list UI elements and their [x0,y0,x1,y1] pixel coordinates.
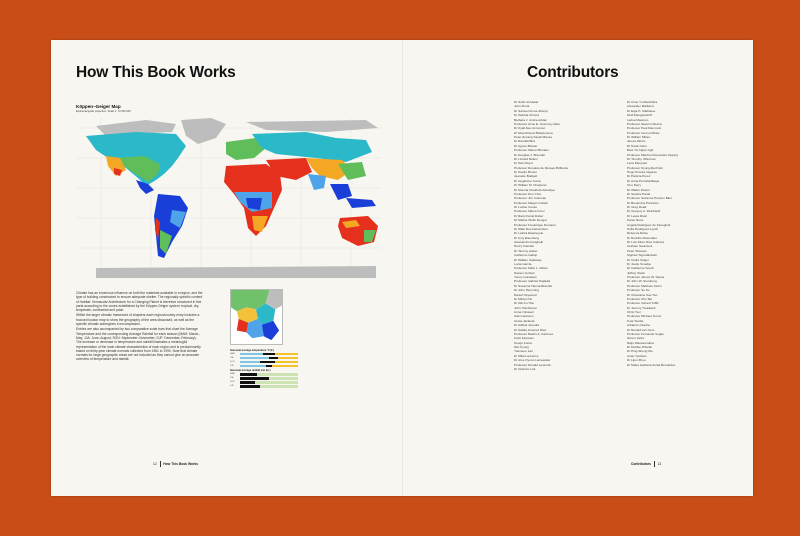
contributor-name: Dr Mounia Chekhab-Abudaya [514,187,555,192]
contributor-name: Dr Agnes Briteler [514,143,538,148]
season-label: JJA [230,377,234,380]
contributor-name: Jeanette Budgell [514,174,538,179]
contributor-name: Yenny Gunawan [514,275,537,279]
contributor-name: Dr Louise Cooke [514,205,538,209]
page-title: Contributors [527,64,619,81]
folio-divider [654,461,655,467]
contributor-name: Dr Adilina Jenedra [514,323,540,328]
contributor-name: Barbara J. Amira-Adrian [514,117,548,122]
contributor-name: Peter Shaman [627,248,647,253]
contributor-name: Adriana Ursache [627,323,651,328]
contributor-name: Professor Marcel Cruz [514,209,545,214]
contributor-name: Larisa Marenco [627,117,649,122]
temperature-bar [240,361,298,363]
contributor-name: Professor Gérard Toffin [627,301,659,306]
contributor-name: Hugo Pereira Gigante [627,170,657,174]
contributor-name: Professor Mark L. Gillem [514,266,549,271]
left-folio [153,461,198,467]
contributor-name: Dr Rodolfo Rotondaro [627,235,658,240]
seasonal-legend [230,349,326,388]
season-label: MAM [230,373,235,376]
contributor-name: James Morris [627,139,646,144]
temperature-legend-title: Seasonal average temperature °C (F) [230,349,274,352]
contributor-name: Professor Ronaldo de Moraes Brilhante [514,165,569,170]
contributor-name: Daniel Heywood [514,292,537,297]
contributor-name: Rebecca Rolse [627,231,648,236]
contributor-name: Dr Jeremy Treadwell [627,305,656,310]
contributor-name: Dr Joelle Smedja [627,261,651,266]
contributor-name: Dr Douglas J. Boender [514,152,546,157]
contributor-name: Dr Walter Peters [627,187,650,192]
contributor-name: Dr Tammy Gaber [514,248,538,253]
contributor-name: Professor Paul Memmott [627,126,662,131]
contributor-name: Dr Timothy Offerman [627,156,656,161]
contributor-name: Lucia Garcia [514,261,532,266]
contributor-name: Peter Zenang Kayah Banee [514,135,553,139]
contributor-name: Dr Deidre Brown [514,170,537,174]
contributor-name: Professor Anne E. Guerrezy Allen [514,121,561,126]
contributor-name: Sofia Rodriguez-Lynch [627,226,659,231]
contributor-name: Dr Chamaine Kau Teo [627,292,658,297]
contributor-name: Dr Maria Gabriela Zurita Bernardes [627,362,676,367]
contributor-name: Professor Gernot Minke [627,130,660,135]
contributor-name: Dr Debbie Whelan [627,345,653,349]
contributor-name: Professor Marcel Blondel [514,148,549,153]
contributor-name: Dr Karan Nero [627,143,647,148]
contributor-name: Dr William M. Chapman [514,183,547,188]
contributor-name: Dr Amy Eisenberg [514,235,539,240]
map-title: Köppen–Geiger Map [76,104,121,109]
contributor-name: Professor Marjan Colletti [514,200,548,205]
rainfall-bar [240,385,298,387]
contributor-name: Professor Bashir A. Kazimee [514,331,554,336]
contributor-name: Professor Saverio Mecca [627,121,662,126]
contributor-name: Dr Samuel Amos-Abanyi [514,108,548,113]
contributor-name: Dr Lijun Zhou [627,358,646,363]
rainfall-bar [240,377,298,379]
contributors-column-2 [627,100,678,367]
season-label: SON [230,361,235,364]
contributor-name: Professor Gábriel Hajdeka [514,279,551,284]
contributor-name: Dr Rami Faruk Daher [514,213,544,218]
contributor-name: Dr Gregory A. Reinhardt [627,209,661,214]
contributor-name: Dr William Mitten [627,135,651,139]
contributor-name: Dr Sultri Al-Aawar [514,100,539,104]
contributor-name: Angela Rodriguez de Fanegletti [627,222,671,227]
temperature-row [230,364,326,368]
contributor-name: Professor Matthew Storm [627,283,662,288]
contributor-name: John Hutchinson [514,305,538,310]
page-number: 12 [153,461,157,466]
contributor-name: Dr Ping-Sheng Wu [627,349,653,354]
page-title: How This Book Works [76,64,236,81]
page-number: 13 [657,461,662,466]
contributor-name: Dr John Hemming [514,288,539,293]
season-label: DJF [230,385,234,388]
contributor-name: Dr Miriam Ho [514,296,533,301]
contributor-name: Dr Randall Bird [514,139,535,144]
contributor-name: Professor Kyung-Rai Park [627,165,663,170]
contributor-name: Dr André Singer [627,257,650,262]
contributor-name: Dr Luis Silvio Rios Cabrera [627,240,665,244]
contributor-name: Dr Mark Dee Delucchesi [514,226,548,231]
contributor-name: Jeffrey Stack [627,270,645,275]
contributor-name: Dr Sandra Piesik [627,191,651,196]
contributor-name: Dr Arnie Yu Mamiftara [627,100,658,104]
season-label: DJF [230,365,234,368]
contributor-name: Alessandro Fanghelli [514,240,543,244]
contributor-name: Kengo Kuma [514,340,532,345]
contributor-name: Graham Saunders [627,244,653,249]
contributor-name: Wolf Mangelsdorff [627,113,652,118]
contributor-name: Dr Nam Boyd [514,161,533,166]
contributor-name: Professor Suzanne Preston Blier [627,196,672,201]
contributor-name: Professor Jim Coleman [514,196,547,201]
contributor-name: Professor Fernando Vegas [627,331,664,336]
contributor-name: Dr William Galloway [514,257,542,262]
contributor-name: Dr Marisa Wolfs Dengel [514,218,547,223]
contributor-name: Dr Min-Fu Hsu [514,301,535,306]
contributor-name: Professor James W. Steele [627,275,665,279]
contributor-name: Professor Manfred Alexander Opping [627,152,678,157]
contributor-name: Anan Yesilsan [627,353,647,358]
intro-paragraph: Entries are also accompanied by two comparative scale bars that chart the Average Temperature and the corresponding Average Rainfall for each season (MAM: March–May; JJA: June–August; SON: September–November; DJF: December–February). The increase or decrease in temperature and rainfall illustrates a meaningful representation of the main climate characteristics of each region and is predominantly based on thirty-year climate normals collected from 1961 to 1990. Note that climate normals for large geographic areas are not included as they cannot give an accurate overview of temperature and rainfall. [76,327,201,362]
contributor-name: Yasmeen Lari [514,349,533,354]
contributor-name: Dr Anna Permitsidikaya [627,178,660,183]
contributor-name: Professor Su Su [627,288,650,293]
contributor-name: Dr Graham Lott [514,366,536,371]
contributor-name: Wei Kyung [514,345,529,349]
book-spread [51,40,753,496]
contributor-name: Sigridur Sigurdardottir [627,253,658,258]
contributor-name: Catherine Gallop [514,253,538,258]
temperature-bar [240,353,298,355]
rainfall-bar [240,381,298,383]
locator-map-inset [230,289,283,345]
contributor-name: Professor Michael Turner [627,314,662,319]
contributor-name: Dr Arce Oyono Larnewaler [514,358,551,363]
contributor-name: Dr Mika Laurence [514,353,539,358]
contributor-name: Tom Perry [627,183,642,188]
contributor-name: Dr Greg Read [627,205,647,209]
contributor-name: John Ahola [514,104,530,109]
contributor-name: Professor Ronald Lewcock [514,362,551,367]
contributor-name: Kristi Kavanen [514,336,534,341]
koppen-geiger-world-map [76,118,381,278]
contributor-name: Dr Guglielmo Carra [514,178,541,183]
rainfall-legend-title: Seasonal average rainfall mm (in.) [230,369,271,373]
temperature-bar [240,357,298,359]
contributor-name: Dr Catherine Souch [627,266,655,271]
season-label: JJA [230,357,234,360]
contributor-name: Kota Tsutha [627,318,644,323]
contributor-name: Dr Elga H. Mattiasse [627,108,656,113]
contributor-name: Nasser Golzari [514,270,535,275]
contributor-name: Professor Frederique Demaret [514,222,556,227]
contributor-name: Dr Nabila Jimenez Diaz [514,327,547,332]
contributor-name: Professor Zhu Tan [627,296,653,301]
intro-paragraph: Within the larger climatic framework of chapters each region/country entry includes a focused locator map to show the geography of the area discussed, as well as the specific climatic subregions it encompasses. [76,313,200,327]
contributor-name: Dr Benamina Pretorian [627,200,659,205]
contributor-name: Simon Velez [627,336,645,341]
rainfall-row [230,384,326,388]
temperature-bar [240,365,298,367]
contributor-name: Dr Iftekhar Ahmed [514,113,539,118]
contributor-name: Gosia Jankiela [514,318,535,323]
contributor-name: Dr Kyall Alex Acronson [514,126,546,131]
intro-paragraph: Climate has an enormous influence on both the materials available in a region, and the type of building constructed to ensure adequate shelter. The regionally specific content of Habitat: Vernacular Architecture for a Changing Planet is therefore structured in five parts according to the zones established by the Köppen-Geiger system: tropical, dry, temperate, continental and polar. [76,291,203,313]
contributor-name: Anna Imbaseri [514,310,534,314]
map-subtitle: Equirectangular projection. Scale 1: 70 000 000 [76,110,131,113]
contributor-name: Dr Laura Rival [627,213,647,218]
right-page [402,40,753,496]
contributor-name: Henry Fletcher [514,244,535,249]
contributor-name: Dr Lizzard Bolton [514,156,538,161]
contributor-name: Dr Susanna Hanna-Brandts [514,283,553,288]
contributor-name: Karen Rose [627,218,644,223]
contributor-name: Chris Tsoi [627,310,641,314]
intro-text [76,291,203,363]
rainfall-bar [240,373,298,375]
right-folio [631,461,661,467]
contributor-name: Professor Don Choi [514,191,541,196]
season-label: SON [230,381,235,384]
contributor-name: Lena Pampoul [627,161,647,166]
contributors-column-1 [514,100,568,371]
contributor-name: Izak Ivanisson [514,314,534,319]
season-label: MAM [230,353,235,356]
contributor-name: Dr Mounirhamri Babelorsma [514,130,553,135]
contributor-name: Dr Patricia Perez [627,174,651,179]
contributor-name: Alexander Maitland [627,104,654,109]
left-page [51,40,402,496]
contributor-name: Rajiv Wanasundera [627,340,654,345]
folio-label: Contributors [631,461,651,466]
folio-divider [160,461,161,467]
contributor-name: Baoi Yin Ngien Agli [627,148,654,153]
folio-label: How This Book Works [163,461,199,466]
contributor-name: Dr Ronald van Oers [627,327,655,332]
contributor-name: Dr Lettiza Ekpeleyole [514,231,544,236]
contributor-name: Dr John W. Sternberg [627,279,657,284]
